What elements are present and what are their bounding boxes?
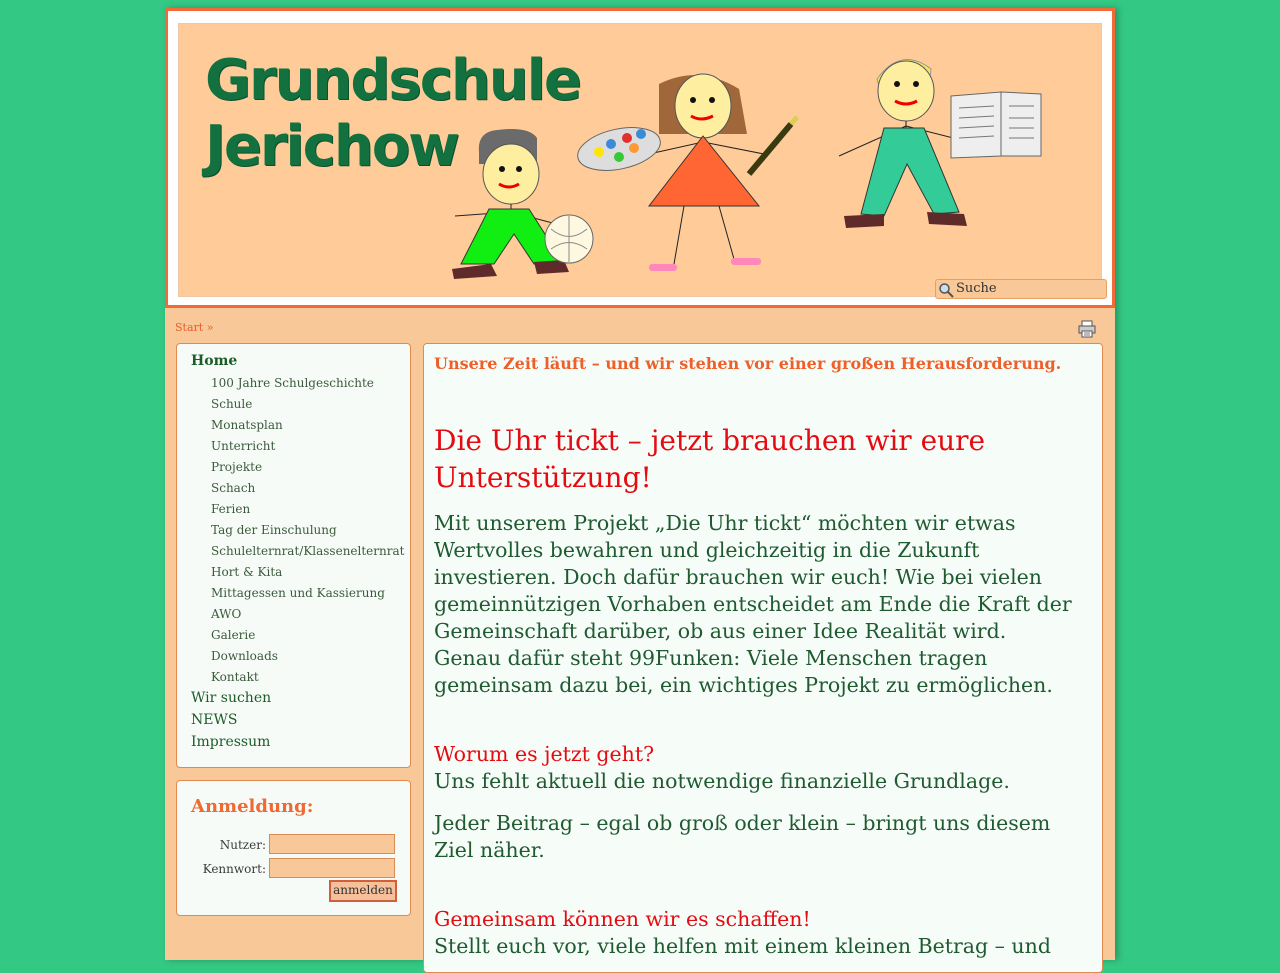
site-logo-line-1[interactable]: Grundschule	[205, 48, 580, 113]
menu-item-news[interactable]: NEWS	[191, 712, 238, 728]
paragraph-3: Uns fehlt aktuell die notwendige finanzielle Grundlage.	[434, 769, 1010, 793]
menu-item-wir-suchen[interactable]: Wir suchen	[191, 690, 272, 706]
user-field[interactable]	[269, 834, 395, 854]
menu-item-einschulung[interactable]: Tag der Einschulung	[211, 523, 337, 537]
login-button[interactable]: anmelden	[329, 880, 397, 902]
article-heading: Die Uhr tickt – jetzt brauchen wir eure Unterstützung!	[434, 424, 986, 494]
boy-with-book-drawing	[839, 60, 1041, 228]
subheading-worum: Worum es jetzt geht?	[434, 742, 655, 766]
login-title: Anmeldung:	[191, 796, 314, 817]
article-content	[423, 343, 1103, 973]
search-icon	[938, 282, 954, 298]
user-label: Nutzer:	[219, 838, 266, 852]
menu-item-hort-kita[interactable]: Hort & Kita	[211, 565, 283, 579]
menu-item-elternrat[interactable]: Schulelternrat/Klassenelternrat	[211, 544, 405, 558]
children-illustration	[179, 24, 1101, 296]
menu-item-schule[interactable]: Schule	[211, 397, 253, 411]
menu-item-projekte[interactable]: Projekte	[211, 460, 263, 474]
menu-item-awo[interactable]: AWO	[211, 607, 242, 621]
header-banner	[178, 23, 1102, 297]
menu-item-kontakt[interactable]: Kontakt	[211, 670, 259, 684]
subheading-gemeinsam: Gemeinsam können wir es schaffen!	[434, 907, 811, 931]
paragraph-2: Genau dafür steht 99Funken: Viele Menschen tragen gemeinsam dazu bei, ein wichtiges Projekt zu ermöglichen.	[434, 646, 1053, 697]
menu-item-schach[interactable]: Schach	[211, 481, 256, 495]
paragraph-1: Mit unserem Projekt „Die Uhr tickt“ möchten wir etwas Wertvolles bewahren und gleichzeitig in die Zukunft investieren. Doch dafür brauchen wir euch! Wie bei vielen gemeinnützigen Vorhaben entscheidet am Ende die Kraft der Gemeinschaft darüber, ob aus einer Idee Realität wird.	[434, 511, 1072, 643]
password-field[interactable]	[269, 858, 395, 878]
menu-item-galerie[interactable]: Galerie	[211, 628, 256, 642]
menu-item-unterricht[interactable]: Unterricht	[211, 439, 276, 453]
menu-item-schulgeschichte[interactable]: 100 Jahre Schulgeschichte	[211, 376, 374, 390]
paragraph-5: Stellt euch vor, viele helfen mit einem kleinen Betrag – und	[434, 934, 1051, 958]
password-label: Kennwort:	[202, 862, 266, 876]
login-panel	[176, 780, 411, 916]
menu-item-home[interactable]: Home	[191, 353, 238, 369]
print-icon[interactable]	[1078, 320, 1096, 338]
girl-with-palette-drawing	[574, 74, 797, 271]
search-placeholder: Suche	[956, 281, 997, 296]
menu-item-downloads[interactable]: Downloads	[211, 649, 278, 663]
menu-item-mittagessen[interactable]: Mittagessen und Kassierung	[211, 586, 385, 600]
breadcrumb[interactable]: Start »	[175, 321, 214, 334]
main-navigation	[176, 343, 411, 768]
site-header	[165, 8, 1115, 308]
menu-item-monatsplan[interactable]: Monatsplan	[211, 418, 283, 432]
article-intro: Unsere Zeit läuft – und wir stehen vor einer großen Herausforderung.	[434, 354, 1062, 373]
site-logo-line-2[interactable]: Jerichow	[205, 114, 458, 179]
page-container	[165, 8, 1115, 960]
menu-item-ferien[interactable]: Ferien	[211, 502, 251, 516]
search-input[interactable]	[935, 279, 1107, 299]
boy-with-ball-drawing	[452, 129, 593, 279]
paragraph-4: Jeder Beitrag – egal ob groß oder klein – bringt uns diesem Ziel näher.	[434, 811, 1051, 862]
menu-item-impressum[interactable]: Impressum	[191, 734, 271, 750]
